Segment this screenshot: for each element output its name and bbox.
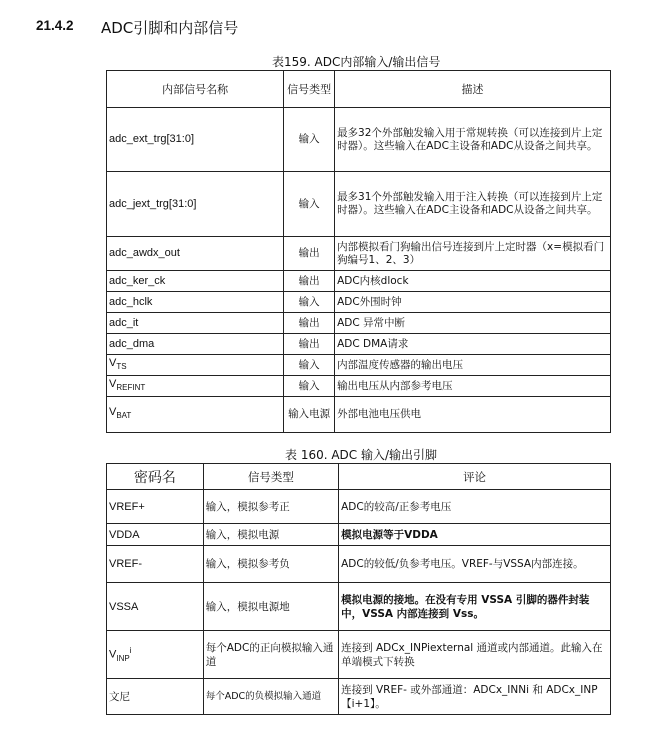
table-row xyxy=(107,334,611,355)
signal-type: 输出 xyxy=(284,313,335,334)
pin-name: VREF+ xyxy=(107,490,204,524)
pin-comment: 连接到 VREF- 或外部通道：ADCx_INNi 和 ADCx_INP【i+1】。 xyxy=(339,679,611,715)
pin-name: 文尼 xyxy=(107,679,204,715)
table-row xyxy=(107,490,611,524)
pin-name: VSSA xyxy=(107,583,204,631)
signal-name: adc_dma xyxy=(107,334,284,355)
table-header-row xyxy=(107,464,611,490)
pin-signal-type: 每个ADC的正向模拟输入通道 xyxy=(203,631,338,679)
table-row xyxy=(107,292,611,313)
signal-name xyxy=(107,355,284,376)
pin-signal-type: 每个ADC的负模拟输入通道 xyxy=(203,679,338,715)
signal-type: 输出 xyxy=(284,237,335,271)
signal-description: 外部电池电压供电 xyxy=(335,397,611,433)
column-header-comment: 评论 xyxy=(339,464,611,490)
table-row xyxy=(107,271,611,292)
signal-name: adc_hclk xyxy=(107,292,284,313)
table1-caption: 表159. ADC内部输入/输出信号 xyxy=(272,55,441,69)
signal-name-base: V xyxy=(109,406,117,419)
signal-name-subscript: REFINT xyxy=(116,383,146,393)
column-header-description: 描述 xyxy=(335,71,611,108)
pin-name-base: V xyxy=(109,648,117,661)
table-row xyxy=(107,376,611,397)
table-row xyxy=(107,108,611,172)
signal-name-base: V xyxy=(109,377,117,390)
signal-name xyxy=(107,397,284,433)
pin-name xyxy=(107,631,204,679)
signal-description: 内部模拟看门狗输出信号连接到片上定时器（x=模拟看门狗编号1、2、3） xyxy=(335,237,611,271)
signal-type: 输出 xyxy=(284,271,335,292)
signal-name: adc_awdx_out xyxy=(107,237,284,271)
table-row xyxy=(107,679,611,715)
section-title: ADC引脚和内部信号 xyxy=(101,19,239,37)
pin-comment: 模拟电源的接地。在没有专用 VSSA 引脚的器件封装中，VSSA 内部连接到 Vss。 xyxy=(339,583,611,631)
pin-name-superscript: i xyxy=(129,645,132,655)
pin-comment: ADC的较高/正参考电压 xyxy=(339,490,611,524)
pin-signal-type: 输入，模拟电源地 xyxy=(203,583,338,631)
signal-type: 输入 xyxy=(284,355,335,376)
signal-name: adc_ker_ck xyxy=(107,271,284,292)
table2-caption: 表 160. ADC 输入/输出引脚 xyxy=(285,448,438,462)
signal-name xyxy=(107,376,284,397)
table-row xyxy=(107,313,611,334)
table-row xyxy=(107,237,611,271)
pin-signal-type: 输入，模拟参考负 xyxy=(203,546,338,583)
pin-comment: 模拟电源等于VDDA xyxy=(339,524,611,546)
column-header-signal-type: 信号类型 xyxy=(203,464,338,490)
signal-description: ADC DMA请求 xyxy=(335,334,611,355)
table-header-row xyxy=(107,71,611,108)
signal-type: 输入 xyxy=(284,376,335,397)
signal-name: adc_ext_trg[31:0] xyxy=(107,108,284,172)
signal-description: 输出电压从内部参考电压 xyxy=(335,376,611,397)
table-row xyxy=(107,546,611,583)
table-row xyxy=(107,583,611,631)
table-row xyxy=(107,631,611,679)
table-row xyxy=(107,355,611,376)
pin-name: VREF- xyxy=(107,546,204,583)
signal-description: 最多32个外部触发输入用于常规转换（可以连接到片上定时器）。这些输入在ADC主设备和ADC从设备之间共享。 xyxy=(335,108,611,172)
signal-type: 输入电源 xyxy=(284,397,335,433)
signal-type: 输出 xyxy=(284,334,335,355)
pin-comment: ADC的较低/负参考电压。VREF-与VSSA内部连接。 xyxy=(339,546,611,583)
pin-name: VDDA xyxy=(107,524,204,546)
signal-description: 内部温度传感器的输出电压 xyxy=(335,355,611,376)
signal-description: ADC 异常中断 xyxy=(335,313,611,334)
signal-name-base: V xyxy=(109,356,117,369)
signal-name-subscript: TS xyxy=(116,362,127,372)
signal-description: ADC内核dlock xyxy=(335,271,611,292)
pin-signal-type: 输入，模拟参考正 xyxy=(203,490,338,524)
signal-name-subscript: BAT xyxy=(116,411,132,421)
pin-comment: 连接到 ADCx_INPiexternal 通道或内部通道。此输入在单端模式下转换 xyxy=(339,631,611,679)
table-row xyxy=(107,397,611,433)
io-pins-table xyxy=(106,463,611,715)
internal-signals-table xyxy=(106,70,611,433)
table-row xyxy=(107,172,611,237)
signal-name: adc_it xyxy=(107,313,284,334)
signal-description: ADC外围时钟 xyxy=(335,292,611,313)
signal-description: 最多31个外部触发输入用于注入转换（可以连接到片上定时器）。这些输入在ADC主设备和ADC从设备之间共享。 xyxy=(335,172,611,237)
signal-name: adc_jext_trg[31:0] xyxy=(107,172,284,237)
pin-name-subscript: INP xyxy=(116,653,130,663)
column-header-signal-name: 内部信号名称 xyxy=(107,71,284,108)
column-header-signal-type: 信号类型 xyxy=(284,71,335,108)
column-header-pin-name: 密码名 xyxy=(107,464,204,490)
signal-type: 输入 xyxy=(284,172,335,237)
signal-type: 输入 xyxy=(284,108,335,172)
pin-signal-type: 输入，模拟电源 xyxy=(203,524,338,546)
section-number: 21.4.2 xyxy=(36,18,74,33)
signal-type: 输入 xyxy=(284,292,335,313)
table-row xyxy=(107,524,611,546)
